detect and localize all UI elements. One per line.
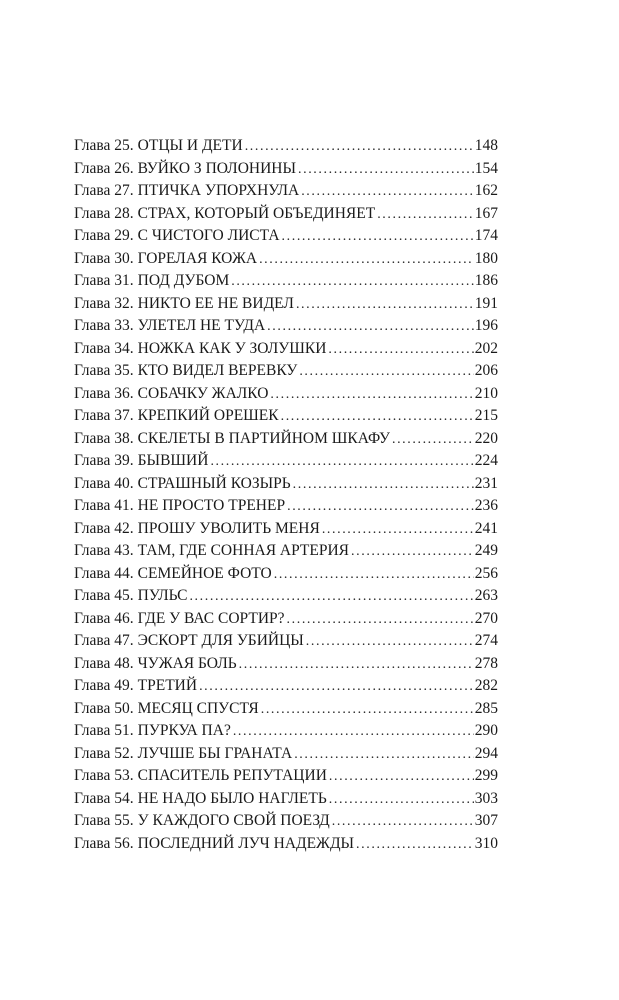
chapter-title: ГОРЕЛАЯ КОЖА bbox=[137, 249, 258, 267]
toc-entry bbox=[74, 428, 498, 451]
toc-entry bbox=[74, 608, 498, 631]
chapter-title: ТРЕТИЙ bbox=[137, 677, 198, 694]
chapter-number: Глава 32. bbox=[74, 294, 134, 312]
page-number: 180 bbox=[474, 249, 498, 267]
toc-entry bbox=[74, 563, 498, 586]
toc-entry bbox=[74, 248, 498, 271]
toc-entry bbox=[74, 405, 498, 428]
chapter-number: Глава 39. bbox=[74, 452, 134, 469]
chapter-number: Глава 34. bbox=[74, 339, 134, 357]
page-number: 303 bbox=[474, 789, 498, 807]
dot-leader bbox=[356, 834, 474, 857]
chapter-number: Глава 28. bbox=[74, 204, 134, 222]
chapter-number: Глава 38. bbox=[74, 429, 134, 447]
chapter-number: Глава 54. bbox=[74, 789, 134, 807]
toc-entry bbox=[74, 450, 498, 473]
dot-leader bbox=[270, 384, 473, 407]
page-number: 256 bbox=[474, 564, 498, 582]
toc-entry bbox=[74, 833, 498, 856]
dot-leader bbox=[245, 136, 474, 159]
chapter-number: Глава 50. bbox=[74, 699, 134, 717]
toc-entry bbox=[74, 585, 498, 608]
dot-leader bbox=[329, 766, 474, 789]
dot-leader bbox=[306, 631, 474, 654]
chapter-number: Глава 35. bbox=[74, 362, 134, 379]
chapter-title: С ЧИСТОГО ЛИСТА bbox=[137, 227, 280, 244]
toc-entry bbox=[74, 765, 498, 788]
chapter-title: УЛЕТЕЛ НЕ ТУДА bbox=[137, 317, 266, 334]
chapter-number: Глава 30. bbox=[74, 249, 134, 267]
chapter-title: ЛУЧШЕ БЫ ГРАНАТА bbox=[137, 744, 293, 762]
chapter-title: НЕ НАДО БЫЛО НАГЛЕТЬ bbox=[137, 789, 327, 807]
toc-entry bbox=[74, 203, 498, 226]
chapter-number: Глава 27. bbox=[74, 182, 134, 199]
page-number: 263 bbox=[474, 587, 498, 604]
chapter-number: Глава 25. bbox=[74, 137, 134, 154]
toc-entry bbox=[74, 338, 498, 361]
chapter-number: Глава 29. bbox=[74, 227, 134, 244]
dot-leader bbox=[322, 519, 474, 542]
chapter-number: Глава 47. bbox=[74, 632, 134, 649]
chapter-number: Глава 36. bbox=[74, 384, 134, 402]
toc-entry bbox=[74, 810, 498, 833]
dot-leader bbox=[233, 721, 474, 744]
toc-entry bbox=[74, 540, 498, 563]
page-number: 231 bbox=[474, 474, 498, 492]
page-number: 215 bbox=[474, 407, 498, 424]
dot-leader bbox=[296, 294, 474, 317]
toc-entry bbox=[74, 180, 498, 203]
chapter-title: ЧУЖАЯ БОЛЬ bbox=[137, 654, 237, 672]
page-number: 307 bbox=[474, 812, 498, 829]
toc-entry bbox=[74, 495, 498, 518]
toc-entry bbox=[74, 675, 498, 698]
dot-leader bbox=[282, 226, 474, 249]
page-number: 290 bbox=[474, 722, 498, 739]
page-number: 285 bbox=[474, 699, 498, 717]
toc-entry bbox=[74, 383, 498, 406]
page-number: 191 bbox=[474, 294, 498, 312]
toc-entry bbox=[74, 225, 498, 248]
chapter-title: НЕ ПРОСТО ТРЕНЕР bbox=[137, 497, 286, 514]
page-number: 220 bbox=[474, 429, 498, 447]
page-number: 241 bbox=[474, 519, 498, 537]
page-number: 310 bbox=[474, 834, 498, 852]
chapter-title: СОБАЧКУ ЖАЛКО bbox=[137, 384, 269, 402]
page-number: 206 bbox=[474, 362, 498, 379]
chapter-number: Глава 37. bbox=[74, 407, 134, 424]
chapter-number: Глава 33. bbox=[74, 317, 134, 334]
chapter-number: Глава 46. bbox=[74, 609, 134, 627]
chapter-title: ПТИЧКА УПОРХНУЛА bbox=[137, 182, 300, 199]
dot-leader bbox=[328, 339, 473, 362]
dot-leader bbox=[281, 406, 474, 429]
dot-leader bbox=[298, 159, 474, 182]
chapter-number: Глава 44. bbox=[74, 564, 134, 582]
chapter-title: МЕСЯЦ СПУСТЯ bbox=[137, 699, 259, 717]
toc-entry bbox=[74, 315, 498, 338]
chapter-number: Глава 40. bbox=[74, 474, 134, 492]
chapter-number: Глава 51. bbox=[74, 722, 134, 739]
chapter-number: Глава 45. bbox=[74, 587, 134, 604]
chapter-number: Глава 26. bbox=[74, 159, 134, 177]
chapter-title: СЕМЕЙНОЕ ФОТО bbox=[137, 564, 272, 582]
chapter-title: СТРАШНЫЙ КОЗЫРЬ bbox=[137, 474, 291, 492]
chapter-title: НОЖКА КАК У ЗОЛУШКИ bbox=[137, 339, 327, 357]
chapter-title: КРЕПКИЙ ОРЕШЕК bbox=[137, 407, 279, 424]
toc-entry bbox=[74, 473, 498, 496]
page-number: 236 bbox=[474, 497, 498, 514]
dot-leader bbox=[299, 361, 473, 384]
toc-entry bbox=[74, 518, 498, 541]
page-number: 249 bbox=[474, 542, 498, 559]
page-number: 196 bbox=[474, 317, 498, 334]
chapter-title: ЭСКОРТ ДЛЯ УБИЙЦЫ bbox=[137, 632, 304, 649]
toc-entry bbox=[74, 630, 498, 653]
chapter-title: У КАЖДОГО СВОЙ ПОЕЗД bbox=[137, 812, 330, 829]
toc-entry bbox=[74, 360, 498, 383]
chapter-number: Глава 55. bbox=[74, 812, 134, 829]
page-number: 294 bbox=[474, 744, 498, 762]
chapter-title: ВУЙКО З ПОЛОНИНЫ bbox=[137, 159, 296, 177]
chapter-title: БЫВШИЙ bbox=[137, 452, 209, 469]
dot-leader bbox=[351, 541, 474, 564]
toc-entry bbox=[74, 743, 498, 766]
dot-leader bbox=[301, 181, 474, 204]
chapter-title: ПУРКУА ПА? bbox=[137, 722, 231, 739]
dot-leader bbox=[267, 316, 474, 339]
chapter-title: ПОД ДУБОМ bbox=[137, 272, 230, 289]
chapter-number: Глава 53. bbox=[74, 767, 134, 784]
chapter-title: ГДЕ У ВАС СОРТИР? bbox=[137, 609, 285, 627]
dot-leader bbox=[210, 451, 473, 474]
chapter-number: Глава 43. bbox=[74, 542, 134, 559]
dot-leader bbox=[287, 496, 474, 519]
page-number: 148 bbox=[474, 137, 498, 154]
chapter-title: СТРАХ, КОТОРЫЙ ОБЪЕДИНЯЕТ bbox=[137, 204, 376, 222]
dot-leader bbox=[261, 699, 474, 722]
dot-leader bbox=[259, 249, 474, 272]
chapter-number: Глава 48. bbox=[74, 654, 134, 672]
dot-leader bbox=[189, 586, 473, 609]
dot-leader bbox=[332, 811, 474, 834]
chapter-number: Глава 49. bbox=[74, 677, 134, 694]
chapter-number: Глава 42. bbox=[74, 519, 134, 537]
page-number: 282 bbox=[474, 677, 498, 694]
page-number: 186 bbox=[474, 272, 498, 289]
page-number: 270 bbox=[474, 609, 498, 627]
page-number: 299 bbox=[474, 767, 498, 784]
dot-leader bbox=[239, 654, 474, 677]
dot-leader bbox=[392, 429, 474, 452]
chapter-title: ПУЛЬС bbox=[137, 587, 188, 604]
chapter-number: Глава 41. bbox=[74, 497, 134, 514]
page-number: 162 bbox=[474, 182, 498, 199]
dot-leader bbox=[294, 744, 474, 767]
page-number: 224 bbox=[474, 452, 498, 469]
chapter-number: Глава 52. bbox=[74, 744, 134, 762]
toc-entry bbox=[74, 720, 498, 743]
chapter-title: ОТЦЫ И ДЕТИ bbox=[137, 137, 243, 154]
toc-entry bbox=[74, 293, 498, 316]
chapter-title: ПОСЛЕДНИЙ ЛУЧ НАДЕЖДЫ bbox=[137, 834, 355, 852]
chapter-title: СПАСИТЕЛЬ РЕПУТАЦИИ bbox=[137, 767, 327, 784]
dot-leader bbox=[329, 789, 474, 812]
page-number: 274 bbox=[474, 632, 498, 649]
dot-leader bbox=[274, 564, 474, 587]
toc-entry bbox=[74, 698, 498, 721]
toc-entry bbox=[74, 788, 498, 811]
toc-entry bbox=[74, 270, 498, 293]
page-number: 167 bbox=[474, 204, 498, 222]
toc-entry bbox=[74, 135, 498, 158]
page-number: 278 bbox=[474, 654, 498, 672]
toc-entry bbox=[74, 653, 498, 676]
dot-leader bbox=[231, 271, 474, 294]
chapter-title: ПРОШУ УВОЛИТЬ МЕНЯ bbox=[137, 519, 320, 537]
dot-leader bbox=[199, 676, 474, 699]
chapter-title: НИКТО ЕЕ НЕ ВИДЕЛ bbox=[137, 294, 294, 312]
dot-leader bbox=[377, 204, 474, 227]
page-number: 202 bbox=[474, 339, 498, 357]
chapter-number: Глава 56. bbox=[74, 834, 134, 852]
page-number: 210 bbox=[474, 384, 498, 402]
chapter-title: СКЕЛЕТЫ В ПАРТИЙНОМ ШКАФУ bbox=[137, 429, 390, 447]
chapter-number: Глава 31. bbox=[74, 272, 134, 289]
table-of-contents bbox=[74, 135, 498, 855]
toc-entry bbox=[74, 158, 498, 181]
page-number: 174 bbox=[474, 227, 498, 244]
page-number: 154 bbox=[474, 159, 498, 177]
dot-leader bbox=[293, 474, 474, 497]
chapter-title: КТО ВИДЕЛ ВЕРЕВКУ bbox=[137, 362, 298, 379]
chapter-title: ТАМ, ГДЕ СОННАЯ АРТЕРИЯ bbox=[137, 542, 350, 559]
dot-leader bbox=[287, 609, 474, 632]
